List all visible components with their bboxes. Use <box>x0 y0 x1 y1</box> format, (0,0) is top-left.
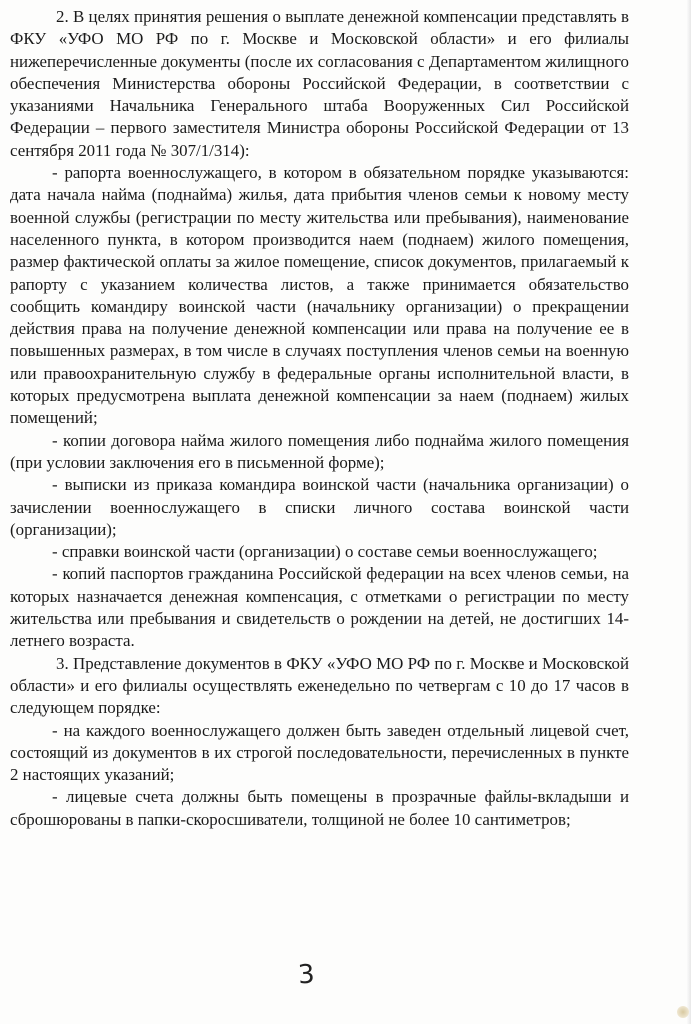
list-item-lease-copy: - копии договора найма жилого помещения либо поднайма жилого помещения (при условии заключения его в письменной форме); <box>10 430 629 472</box>
scan-corner-mark <box>677 1006 689 1018</box>
list-item-family-certificate: - справки воинской части (организации) о составе семьи военнослужащего; <box>52 542 598 562</box>
paragraph-3: 3. Представление документов в ФКУ «УФО МО РФ по г. Москве и Московской области» и его филиалы осуществлять еженедельно по четвергам с 10 до 17 часов в следующем порядке: <box>10 653 629 718</box>
page-number: 3 <box>296 959 316 991</box>
list-item-binding: - лицевые счета должны быть помещены в прозрачные файлы-вкладыши и сброшюрованы в папки-скоросшиватели, толщиной не более 10 сантиметров; <box>10 787 629 829</box>
list-item-order-extract: - выписки из приказа командира воинской части (начальника организации) о зачислении военнослужащего в списки личного состава воинской части (организации); <box>10 475 629 539</box>
list-item-report: - рапорта военнослужащего, в котором в обязательном порядке указываются: дата начала найма (поднайма) жилья, дата прибытия членов семьи к новому месту военной службы (регистрации по месту жительства или пребывания), наименование населенного пункта, в котором производится наем (поднаем) жилого помещения, размер фактической оплаты за жилое помещение, список документов, прилагаемый к рапорту с указанием количества листов, а также принимается обязательство сообщить командиру воинской части (начальнику организации) о прекращении действия права на получение денежной компенсации или права на получение ее в повышенных размерах, в том числе в случаях поступления членов семьи на военную или правоохранительную службу в федеральные органы исполнительной власти, в которых предусмотрена выплата денежной компенсации за наем (поднаем) жилых помещений; <box>10 163 629 428</box>
paragraph-2: 2. В целях принятия решения о выплате денежной компенсации представлять в ФКУ «УФО МО РФ по г. Москве и Московской области» и его филиалы нижеперечисленные документы (после их согласования с Департаментом жилищного обеспечения Министерства обороны Российской Федерации, в соответствии с указаниями Начальника Генерального штаба Вооруженных Сил Российской Федерации – первого заместителя Министра обороны Российской Федерации от 13 сентября 2011 года № 307/1/314): <box>10 7 629 160</box>
list-item-personal-account: - на каждого военнослужащего должен быть заведен отдельный лицевой счет, состоящий из документов в их строгой последовательности, перечисленных в пункте 2 настоящих указаний; <box>10 720 629 785</box>
list-item-passport-copies: - копий паспортов гражданина Российской федерации на всех членов семьи, на которых назначается денежная компенсация, с отметками о регистрации по месту жительства или пребывания и свидетельств о рождении на детей, не достигших 14-летнего возраста. <box>10 564 629 651</box>
scan-edge-shadow <box>687 0 691 1024</box>
